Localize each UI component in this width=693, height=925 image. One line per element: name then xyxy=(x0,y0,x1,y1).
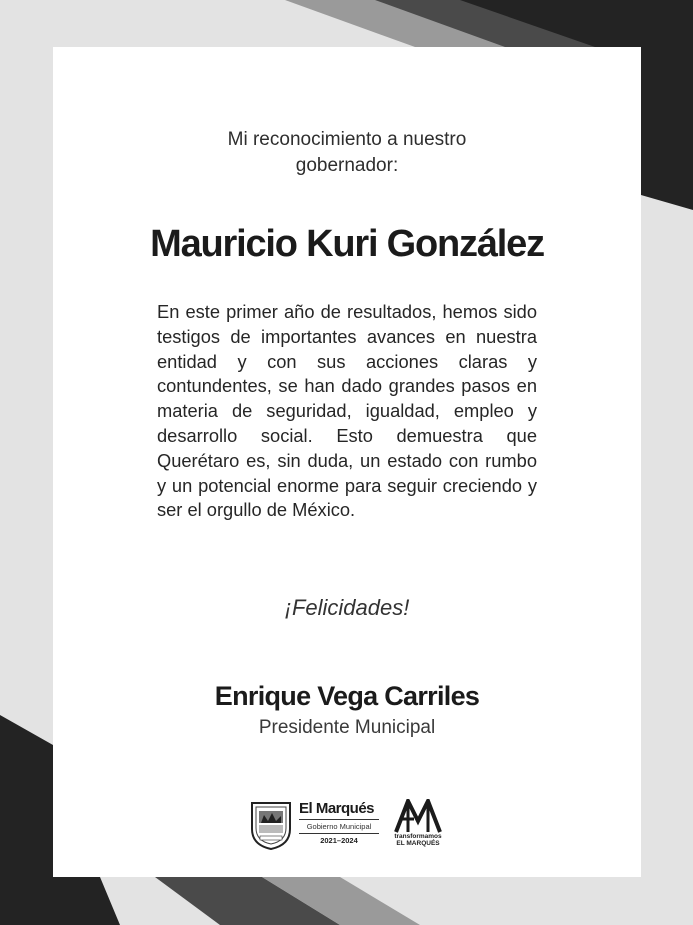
wordmark-divider-2 xyxy=(299,833,379,834)
intro-text xyxy=(53,127,641,179)
slogan-line-1: transformamos xyxy=(394,833,442,840)
municipality-wordmark xyxy=(299,800,381,845)
letter-body: En este primer año de resultados, hemos sido testigos de importantes avances en nuestra entidad y con sus acciones claras y contundentes, se han dado grandes pasos en materia de seguridad, igualdad, empleo y desarrollo social. Esto demuestra que Querétaro es, sin duda, un estado con rumbo y un potencial enorme para seguir creciendo y ser el orgullo de México. xyxy=(157,301,537,521)
intro-line-2: gobernador: xyxy=(295,155,399,176)
municipality-name: El Marqués xyxy=(299,800,375,817)
wordmark-divider xyxy=(299,819,379,820)
slogan-line-2: EL MARQUÉS xyxy=(396,840,440,847)
honoree-name: Mauricio Kuri González xyxy=(150,223,544,265)
congratulations-text: ¡Felicidades! xyxy=(284,595,410,620)
government-label: Gobierno Municipal xyxy=(306,822,372,831)
term-years: 2021–2024 xyxy=(320,836,358,845)
footer-logos xyxy=(248,799,448,855)
transformamos-logo xyxy=(392,799,448,847)
letter-card xyxy=(53,47,641,877)
municipal-crest-icon xyxy=(248,799,294,851)
signer-title: Presidente Municipal xyxy=(258,717,436,738)
am-monogram-icon xyxy=(392,799,444,833)
intro-line-1: Mi reconocimiento a nuestro xyxy=(227,129,467,150)
signer-name: Enrique Vega Carriles xyxy=(214,681,480,711)
